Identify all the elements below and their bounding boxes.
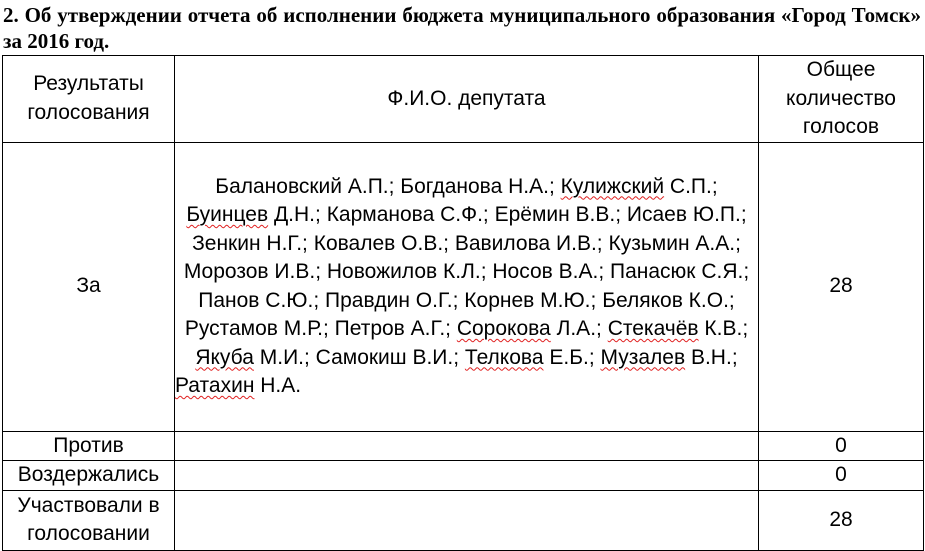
header-deputy-name: Ф.И.О. депутата xyxy=(175,56,759,143)
deputy-name: Карманова С.Ф. xyxy=(326,203,483,226)
deputy-name: Ерёмин В.В. xyxy=(494,203,616,226)
deputy-name: Исаев Ю.П. xyxy=(626,203,741,226)
deputy-name: Балановский А.П. xyxy=(215,174,389,198)
deputy-name: Корнев М.Ю. xyxy=(464,288,591,312)
table-header-row xyxy=(3,56,924,143)
deputy-name: Морозов И.В. xyxy=(183,260,316,283)
deputy-name: Сорокова Л.А. xyxy=(456,317,597,340)
deputy-name: Музалев В.Н. xyxy=(600,345,732,369)
deputy-name: Вавилова И.В. xyxy=(454,231,597,255)
deputy-name: Новожилов К.Л. xyxy=(326,260,481,283)
table-row-za xyxy=(3,142,924,431)
deputy-name: Панасюк С.Я. xyxy=(610,260,744,283)
header-total-votes: Общее количество голосов xyxy=(759,56,924,143)
deputy-name: Ратахин Н.А. xyxy=(175,374,302,397)
section-heading: 2. Об утверждении отчета об исполнении бюджета муниципального образования «Город Томск» за 2016 год. xyxy=(3,3,921,53)
deputy-name: Правдин О.Г. xyxy=(325,288,453,312)
deputy-name: Рустамов М.Р. xyxy=(184,317,323,340)
vote-count-uchastv: 28 xyxy=(759,490,924,550)
row-label-vozderzh: Воздержались xyxy=(3,461,175,491)
row-label-protiv: Против xyxy=(3,431,175,461)
vote-count-protiv: 0 xyxy=(759,431,924,461)
table-row-protiv xyxy=(3,431,924,461)
row-label-za: За xyxy=(3,142,175,431)
table-row-uchastv xyxy=(3,490,924,550)
deputy-name: Телкова Е.Б. xyxy=(464,345,589,369)
row-label-uchastv: Участвовали в голосовании xyxy=(3,490,175,550)
deputies-list: Балановский А.П.; Богданова Н.А.; Кулижский С.П.; Буинцев Д.Н.; Карманова С.Ф.; Ерёмин В.В.; Исаев Ю.П.; Зенкин Н.Г.; Ковалев О.В.; Вавилова И.В.; Кузьмин А.А.; Морозов И.В.; Новожилов К.Л.; Носов В.А.; Панасюк С.Я.; Панов С.Ю.; Правдин О.Г.; Корнев М.Ю.; Беляков К.О.; Рустамов М.Р.; Петров А.Г.; Сорокова Л.А.; Стекачёв К.В.; Якуба М.И.; Самокиш В.И.; Телкова Е.Б.; Музалев В.Н.; Ратахин Н.А. xyxy=(175,142,759,431)
deputy-name: Зенкин Н.Г. xyxy=(192,231,303,255)
deputy-name: Якуба М.И. xyxy=(195,345,304,369)
deputy-name: Панов С.Ю. xyxy=(198,288,314,312)
table-row-vozderzh xyxy=(3,461,924,491)
deputy-name: Носов В.А. xyxy=(492,260,599,283)
deputies-protiv xyxy=(175,431,759,461)
deputy-name: Кулижский С.П. xyxy=(560,174,712,198)
deputy-name: Самокиш В.И. xyxy=(315,345,454,369)
deputy-name: Петров А.Г. xyxy=(334,317,446,340)
vote-count-vozderzh: 0 xyxy=(759,461,924,491)
deputy-name: Ковалев О.В. xyxy=(313,231,444,255)
vote-count-za: 28 xyxy=(759,142,924,431)
deputy-name: Стекачёв К.В. xyxy=(607,317,743,340)
deputy-name: Богданова Н.А. xyxy=(400,174,549,198)
voting-results-table xyxy=(2,55,924,551)
deputy-name: Беляков К.О. xyxy=(602,288,729,312)
deputy-name: Буинцев Д.Н. xyxy=(186,203,316,226)
deputies-vozderzh xyxy=(175,461,759,491)
deputies-uchastv xyxy=(175,490,759,550)
deputy-name: Кузьмин А.А. xyxy=(608,231,736,255)
header-voting-result: Результаты голосования xyxy=(3,56,175,143)
